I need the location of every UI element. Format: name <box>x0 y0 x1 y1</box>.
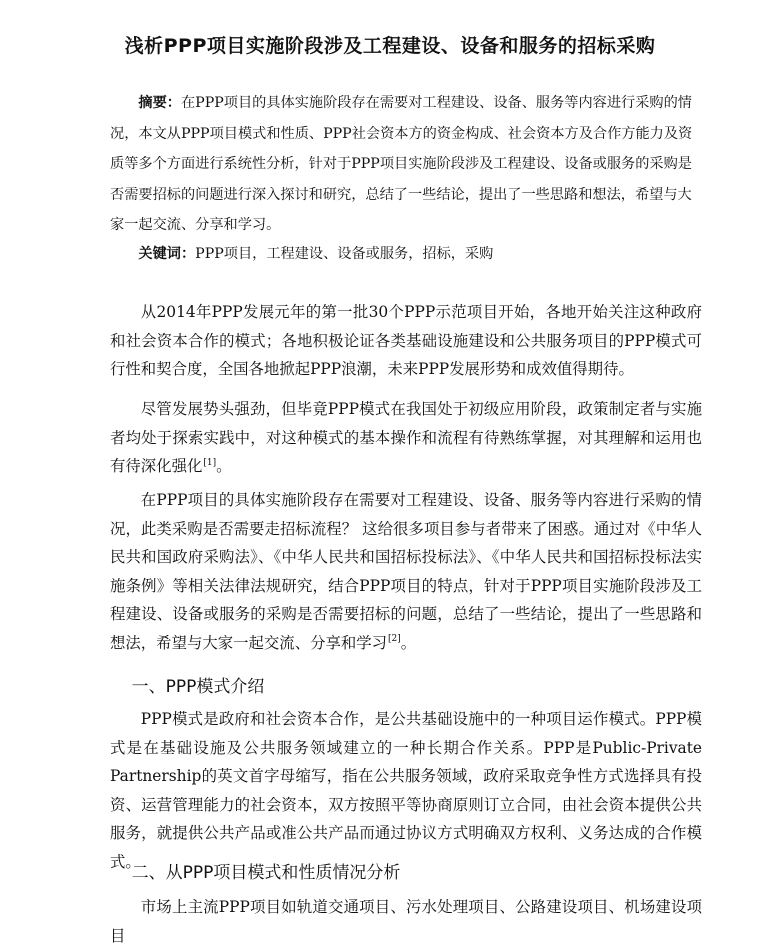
keywords-label: 关键词： <box>138 246 196 262</box>
paragraph-4: PPP模式是政府和社会资本合作，是公共基础设施中的一种项目运作模式。PPP模式是在基础设施及公共服务领域建立的一种长期合作关系。PPP是Public-Private Partnership的英文首字母缩写，指在公共服务领域，政府采取竞争性方式选择具有投资、运营管理能力的社会资本，双方按照平等协商原则订立合同，由社会资本提供公共服务，就提供公共产品或准公共产品而通过协议方式明确双方权利、义务达成的合作模式。 <box>110 710 702 871</box>
abstract-text: 在PPP项目的具体实施阶段存在需要对工程建设、设备、服务等内容进行采购的情况，本文从PPP项目模式和性质、PPP社会资本方的资金构成、社会资本方及合作方能力及资质等多个方面进行系统性分析，针对于PPP项目实施阶段涉及工程建设、设备或服务的采购是否需要招标的问题进行深入探讨和研究，总结了一些结论，提出了一些思路和想法，希望与大家一起交流、分享和学习。 <box>110 95 693 233</box>
paragraph-2-end: 。 <box>216 457 232 475</box>
section-heading-1: 一、PPP模式介绍 <box>131 677 265 697</box>
paragraph-3-end: 。 <box>400 633 417 652</box>
abstract-label: 摘要： <box>138 95 181 111</box>
paragraph-5: 市场上主流PPP项目如轨道交通项目、污水处理项目、公路建设项目、机场建设项目 <box>110 898 702 945</box>
paragraph-3 <box>110 486 702 657</box>
document-title: 浅析PPP项目实施阶段涉及工程建设、设备和服务的招标采购 <box>124 34 656 57</box>
citation-ref-1[interactable]: [1] <box>203 457 217 468</box>
keywords <box>110 240 702 268</box>
paragraph-2-text: 尽管发展势头强劲，但毕竟PPP模式在我国处于初级应用阶段，政策制定者与实施者均处于探索实践中，对这种模式的基本操作和流程有待熟练掌握，对其理解和运用也有待深化强化 <box>110 400 702 475</box>
citation-ref-2[interactable]: [2] <box>388 634 401 645</box>
paragraph-1: 从2014年PPP发展元年的第一批30个PPP示范项目开始，各地开始关注这种政府和社会资本合作的模式；各地积极论证各类基础设施建设和公共服务项目的PPP模式可行性和契合度，全国各地掀起PPP浪潮，未来PPP发展形势和成效值得期待。 <box>110 303 702 378</box>
paragraph-2 <box>110 395 702 481</box>
paragraph-3-text: 在PPP项目的具体实施阶段存在需要对工程建设、设备、服务等内容进行采购的情况，此类采购是否需要走招标流程？ 这给很多项目参与者带来了困惑。通过对《中华人民共和国政府采购法》、《中华人民共和国招标投标法》、《中华人民共和国招标投标法实施条例》等相关法律法规研究，结合PPP项目的特点，针对于PPP项目实施阶段涉及工程建设、设备或服务的采购是否需要招标的问题，总结了一些结论，提出了一些思路和想法，希望与大家一起交流、分享和学习 <box>110 491 702 652</box>
keywords-text: PPP项目，工程建设、设备或服务，招标，采购 <box>195 246 494 262</box>
abstract <box>110 88 702 241</box>
section-heading-2: 二、从PPP项目模式和性质情况分析 <box>131 863 401 883</box>
